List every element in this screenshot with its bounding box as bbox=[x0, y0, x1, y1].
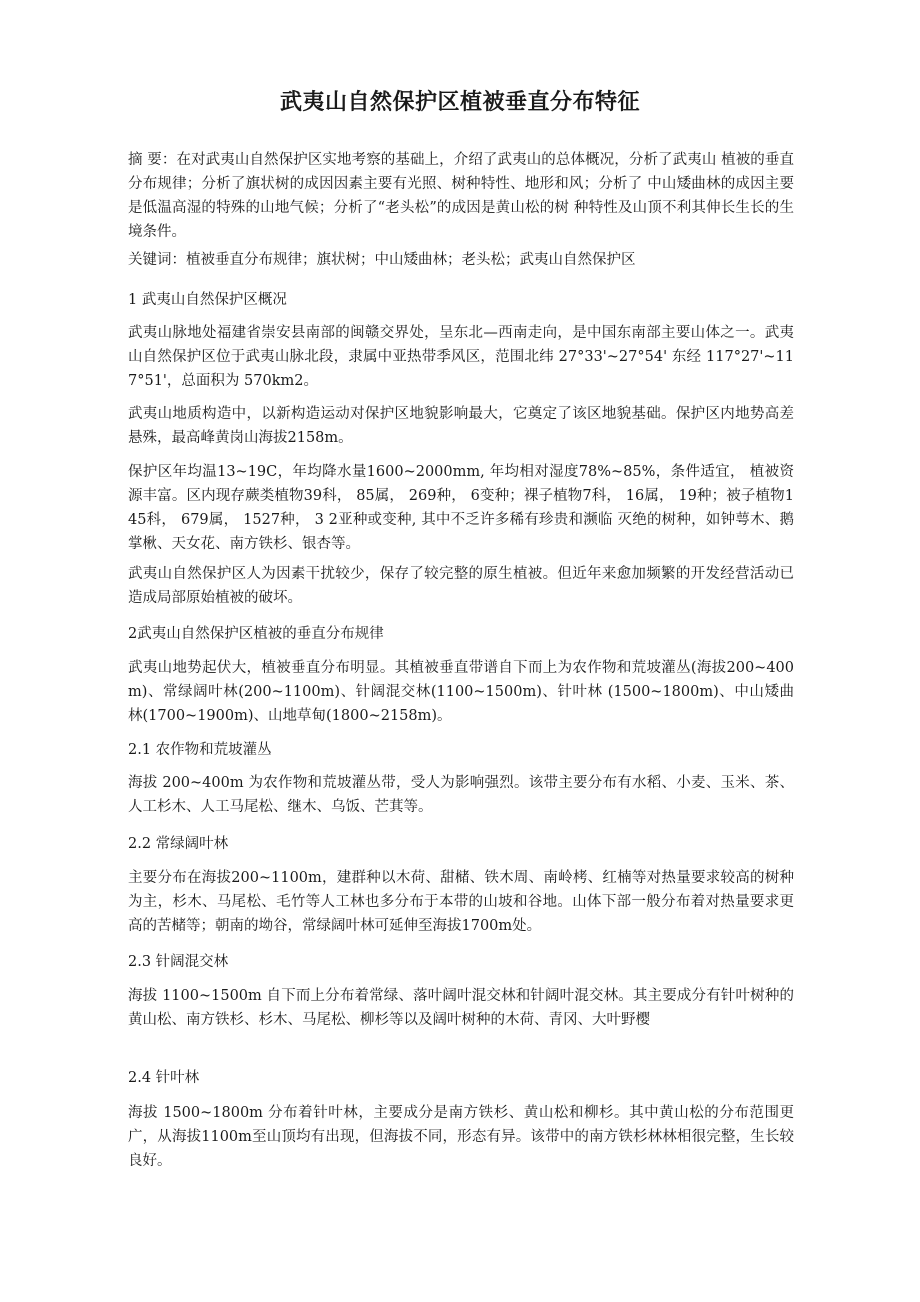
section-1-paragraph-1: 武夷山脉地处福建省崇安县南部的闽赣交界处，呈东北—西南走向，是中国东南部主要山体之一。武夷山自然保护区位于武夷山脉北段，隶属中亚热带季风区，范围北纬 27°33'~27°54' 东经 117°27'~117°51'，总面积为 570km2。 bbox=[128, 325, 794, 389]
section-2-4-paragraph: 海拔 1500~1800m 分布着针叶林，主要成分是南方铁杉、黄山松和柳杉。其中黄山松的分布范围更广，从海拔1100m至山顶均有出现，但海拔不同，形态有异。该带中的南方铁杉林林相很完整，生长较良好。 bbox=[128, 1105, 794, 1169]
section-2-3-paragraph: 海拔 1100~1500m 自下而上分布着常绿、落叶阔叶混交林和针阔叶混交林。其主要成分有针叶树种的黄山松、南方铁杉、杉木、马尾松、柳杉等以及阔叶树种的木荷、青冈、大叶野樱 bbox=[128, 988, 794, 1028]
section-1-heading: 1 武夷山自然保护区概况 bbox=[128, 292, 287, 308]
section-2-heading: 2武夷山自然保护区植被的垂直分布规律 bbox=[128, 626, 384, 642]
section-1-paragraph-3: 保护区年均温13~19C，年均降水量1600~2000mm, 年均相对湿度78%~85%，条件适宜， 植被资源丰富。区内现存蕨类植物39科， 85属， 269种， 6变种；裸子植物7科， 16属， 19种；被子植物145科， 679属， 1527种， 3 2亚种或变种, 其中不乏许多稀有珍贵和濒临 灭绝的树种，如钟萼木、鹅掌楸、天女花、南方铁杉、银杏等。 bbox=[128, 464, 794, 552]
section-2-3-heading: 2.3 针阔混交林 bbox=[128, 954, 229, 970]
section-2-1-paragraph: 海拔 200~400m 为农作物和荒坡灌丛带，受人为影响强烈。该带主要分布有水稻、小麦、玉米、茶、人工杉木、人工马尾松、继木、乌饭、芒萁等。 bbox=[128, 775, 794, 815]
section-2-4-heading: 2.4 针叶林 bbox=[128, 1070, 200, 1086]
section-2-1-heading: 2.1 农作物和荒坡灌丛 bbox=[128, 742, 272, 758]
keywords-line: 关键词：植被垂直分布规律；旗状树；中山矮曲林；老头松；武夷山自然保护区 bbox=[128, 252, 636, 268]
section-1-paragraph-2: 武夷山地质构造中，以新构造运动对保护区地貌影响最大，它奠定了该区地貌基础。保护区内地势高差悬殊，最高峰黄岗山海拔2158m。 bbox=[128, 406, 794, 446]
abstract-paragraph: 摘 要：在对武夷山自然保护区实地考察的基础上，介绍了武夷山的总体概况，分析了武夷山 植被的垂直分布规律；分析了旗状树的成因因素主要有光照、树种特性、地形和风；分析了 中山矮曲林的成因主要是低温高湿的特殊的山地气候；分析了“老头松”的成因是黄山松的树 种特性及山顶不利其伸长生长的生境条件。 bbox=[128, 152, 794, 240]
section-2-paragraph-1: 武夷山地势起伏大，植被垂直分布明显。其植被垂直带谱自下而上为农作物和荒坡灌丛(海拔200~400m)、常绿阔叶林(200~1100m)、针阔混交林(1100~1500m)、针叶林 (1500~1800m)、中山矮曲林(1700~1900m)、山地草甸(1800~2158m)。 bbox=[128, 660, 794, 724]
section-2-2-paragraph: 主要分布在海拔200~1100m，建群种以木荷、甜槠、铁木周、南岭栲、红楠等对热量要求较高的树种为主，杉木、马尾松、毛竹等人工林也多分布于本带的山坡和谷地。山体下部一般分布着对热量要求更高的苦槠等；朝南的坳谷，常绿阔叶林可延伸至海拔1700m处。 bbox=[128, 870, 794, 934]
section-2-2-heading: 2.2 常绿阔叶林 bbox=[128, 836, 229, 852]
document-title: 武夷山自然保护区植被垂直分布特征 bbox=[279, 90, 640, 115]
section-1-paragraph-4: 武夷山自然保护区人为因素干扰较少，保存了较完整的原生植被。但近年来愈加频繁的开发经营活动已造成局部原始植被的破坏。 bbox=[128, 566, 794, 606]
